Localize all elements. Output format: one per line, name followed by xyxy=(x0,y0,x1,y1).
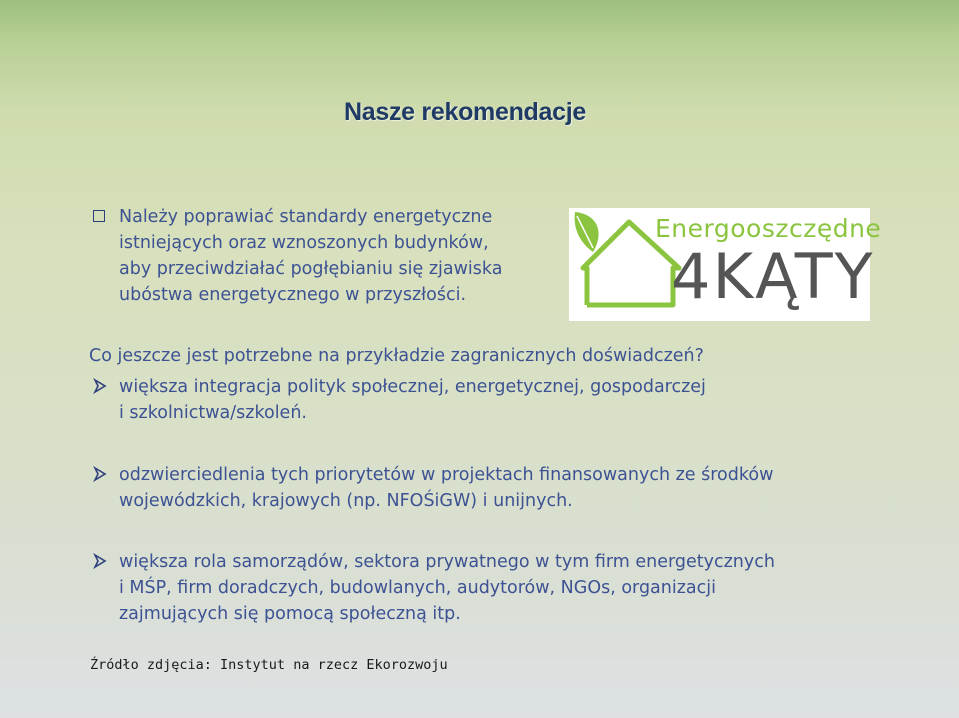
checkbox-bullet-icon xyxy=(93,210,105,222)
logo-main-text: 4KĄTY xyxy=(671,240,875,313)
bullet-line: i szkolnictwa/szkoleń. xyxy=(119,403,307,423)
arrow-bullet-icon xyxy=(92,378,108,394)
question-text: Co jeszcze jest potrzebne na przykładzie zagranicznych doświadczeń? xyxy=(89,346,704,366)
arrow-bullet-icon xyxy=(92,466,108,482)
bullet-line: wojewódzkich, krajowych (np. NFOŚiGW) i unijnych. xyxy=(119,491,573,511)
intro-line: istniejących oraz wznoszonych budynków, xyxy=(119,233,489,253)
bullet-item xyxy=(119,462,773,514)
bullet-line: zajmujących się pomocą społeczną itp. xyxy=(119,604,461,624)
logo-top-text: Energooszczędne xyxy=(655,214,882,243)
slide-title: Nasze rekomendacje xyxy=(344,98,586,126)
bullet-line: większa integracja polityk społecznej, energetycznej, gospodarczej xyxy=(119,377,706,397)
bullet-line: większa rola samorządów, sektora prywatnego w tym firm energetycznych xyxy=(119,552,775,572)
image-source-caption: Źródło zdjęcia: Instytut na rzecz Ekorozwoju xyxy=(90,657,448,673)
bullet-line: odzwierciedlenia tych priorytetów w projektach finansowanych ze środków xyxy=(119,465,774,485)
intro-line: Należy poprawiać standardy energetyczne xyxy=(119,207,493,227)
intro-line: aby przeciwdziałać pogłębianiu się zjawiska xyxy=(119,259,503,279)
intro-paragraph xyxy=(119,204,502,308)
bullet-line: i MŚP, firm doradczych, budowlanych, audytorów, NGOs, organizacji xyxy=(119,578,716,598)
arrow-bullet-icon xyxy=(92,553,108,569)
bullet-item xyxy=(119,549,775,627)
bullet-item xyxy=(119,374,706,426)
energooszczedne-logo xyxy=(569,208,882,321)
intro-line: ubóstwa energetycznego w przyszłości. xyxy=(119,285,467,305)
